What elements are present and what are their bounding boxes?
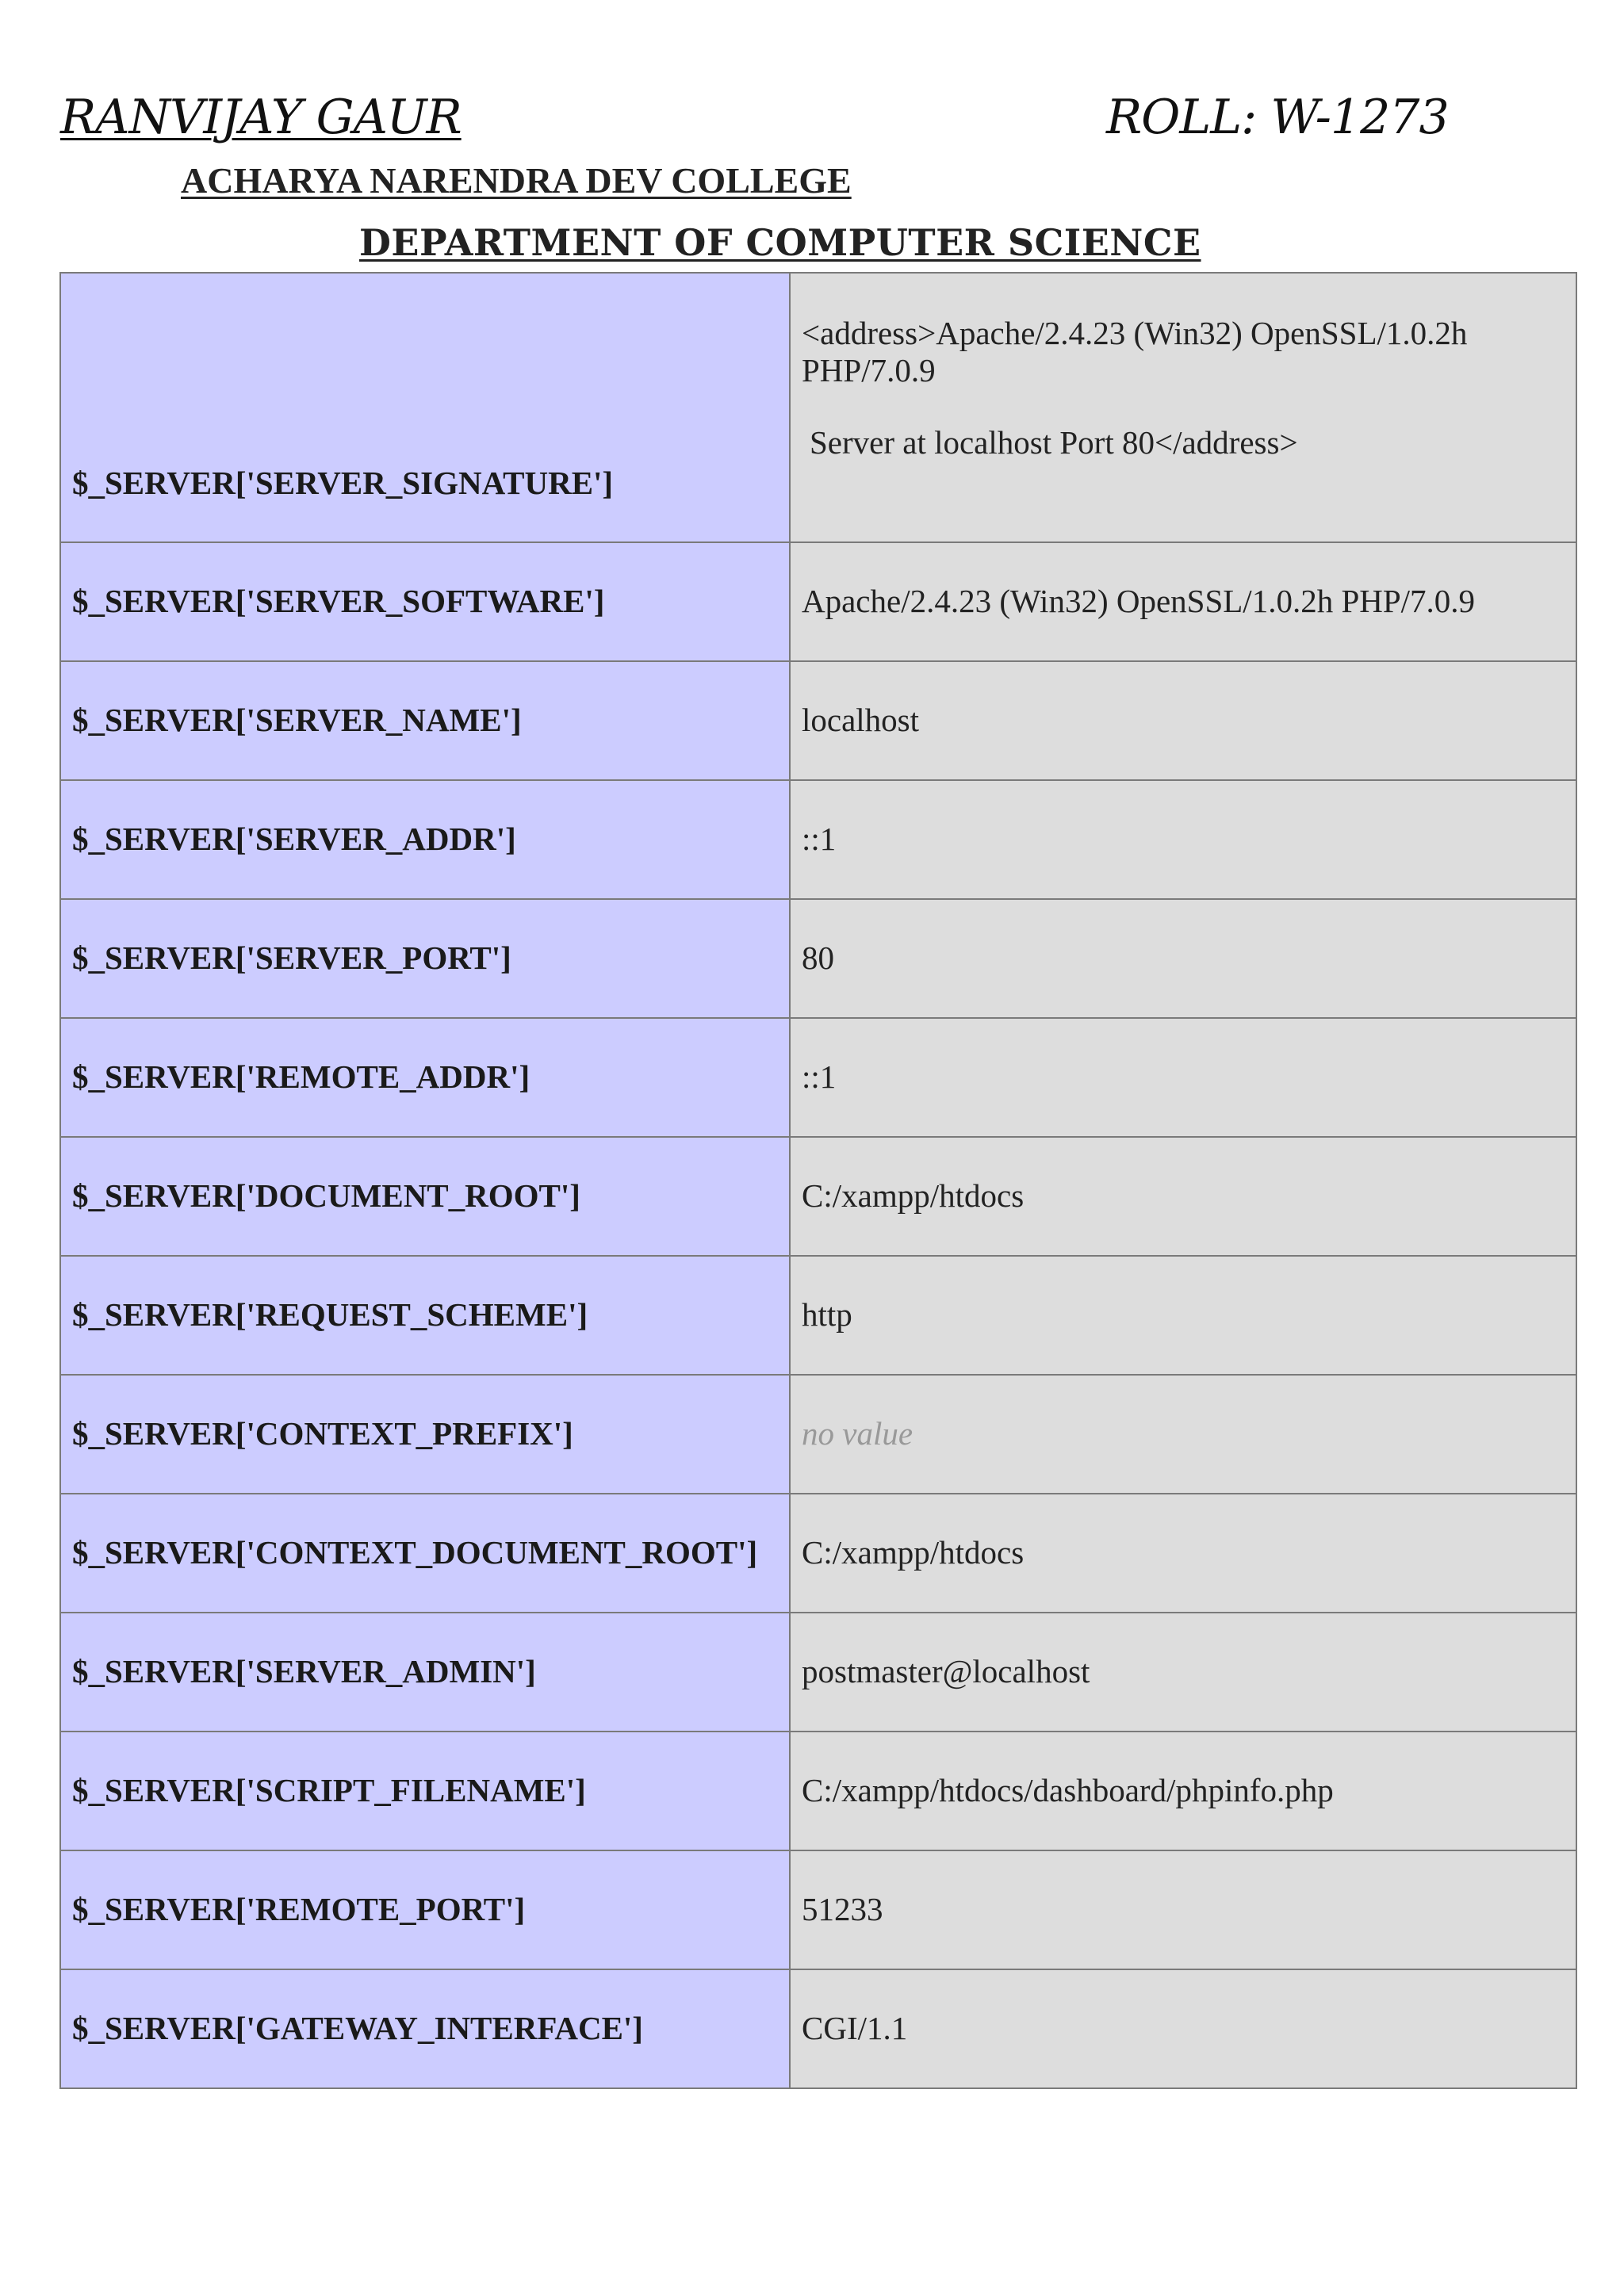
variable-value: http bbox=[790, 1256, 1576, 1375]
variable-name: $_SERVER['DOCUMENT_ROOT'] bbox=[60, 1137, 790, 1256]
variable-value: localhost bbox=[790, 661, 1576, 780]
variable-name: $_SERVER['GATEWAY_INTERFACE'] bbox=[60, 1969, 790, 2088]
table-row bbox=[60, 1850, 1576, 1969]
table-row bbox=[60, 780, 1576, 899]
server-variables-table bbox=[59, 272, 1577, 2089]
table-row bbox=[60, 1137, 1576, 1256]
table-row bbox=[60, 1375, 1576, 1494]
variable-value: C:/xampp/htdocs bbox=[790, 1494, 1576, 1613]
variable-value: Apache/2.4.23 (Win32) OpenSSL/1.0.2h PHP/7.0.9 bbox=[790, 542, 1576, 661]
variable-value: ::1 bbox=[790, 1018, 1576, 1137]
signature-line-1: <address>Apache/2.4.23 (Win32) OpenSSL/1.0.2h PHP/7.0.9 bbox=[802, 315, 1468, 389]
table-row bbox=[60, 661, 1576, 780]
table-row bbox=[60, 1256, 1576, 1375]
variable-name: $_SERVER['SCRIPT_FILENAME'] bbox=[60, 1732, 790, 1850]
variable-name: $_SERVER['CONTEXT_DOCUMENT_ROOT'] bbox=[60, 1494, 790, 1613]
variable-value: C:/xampp/htdocs/dashboard/phpinfo.php bbox=[790, 1732, 1576, 1850]
variable-name: $_SERVER['REMOTE_PORT'] bbox=[60, 1850, 790, 1969]
variable-value: 80 bbox=[790, 899, 1576, 1018]
variable-value: CGI/1.1 bbox=[790, 1969, 1576, 2088]
college-name: ACHARYA NARENDRA DEV COLLEGE bbox=[181, 160, 852, 201]
variable-name: $_SERVER['CONTEXT_PREFIX'] bbox=[60, 1375, 790, 1494]
variable-name: $_SERVER['REMOTE_ADDR'] bbox=[60, 1018, 790, 1137]
table-row bbox=[60, 1018, 1576, 1137]
table-row bbox=[60, 1494, 1576, 1613]
signature-line-2: Server at localhost Port 80</address> bbox=[810, 424, 1298, 461]
no-value-text: no value bbox=[802, 1415, 914, 1452]
table-row bbox=[60, 899, 1576, 1018]
variable-value: ::1 bbox=[790, 780, 1576, 899]
table-row bbox=[60, 1613, 1576, 1732]
variable-name: $_SERVER['SERVER_SIGNATURE'] bbox=[60, 273, 790, 542]
variable-name: $_SERVER['SERVER_SOFTWARE'] bbox=[60, 542, 790, 661]
variable-name: $_SERVER['REQUEST_SCHEME'] bbox=[60, 1256, 790, 1375]
variable-value: postmaster@localhost bbox=[790, 1613, 1576, 1732]
variable-value bbox=[790, 1375, 1576, 1494]
table-row bbox=[60, 1732, 1576, 1850]
table-row bbox=[60, 542, 1576, 661]
department-name: DEPARTMENT OF COMPUTER SCIENCE bbox=[359, 221, 1201, 264]
variable-name: $_SERVER['SERVER_NAME'] bbox=[60, 661, 790, 780]
variable-value: C:/xampp/htdocs bbox=[790, 1137, 1576, 1256]
variable-value bbox=[790, 273, 1576, 542]
variable-name: $_SERVER['SERVER_PORT'] bbox=[60, 899, 790, 1018]
variable-name: $_SERVER['SERVER_ADDR'] bbox=[60, 780, 790, 899]
variable-name: $_SERVER['SERVER_ADMIN'] bbox=[60, 1613, 790, 1732]
table-row bbox=[60, 1969, 1576, 2088]
table-row bbox=[60, 273, 1576, 542]
author-name: RANVIJAY GAUR bbox=[60, 90, 462, 145]
roll-number: ROLL: W-1273 bbox=[1106, 90, 1449, 145]
variable-value: 51233 bbox=[790, 1850, 1576, 1969]
